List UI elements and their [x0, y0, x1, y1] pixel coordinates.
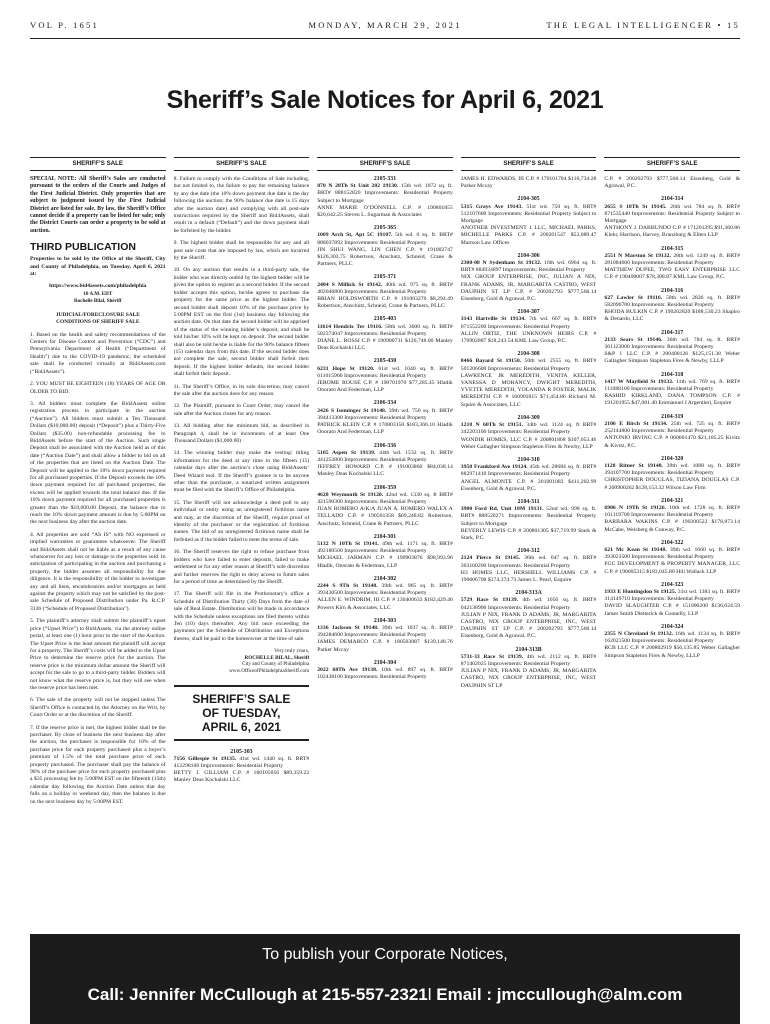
listing-item	[604, 330, 740, 366]
listing-owner: JULIAN P NIX, FRANK D ADAMS, JR, MARGARITA CASTRO, NIX GROUP ENTERPRISE, INC, WEST DAUPHIN ST LP	[460, 668, 597, 689]
column-header: SHERIFF’S SALE	[317, 157, 453, 171]
listing-number: 2104-301	[373, 533, 397, 540]
listing-item	[604, 372, 740, 408]
listing-owner: ALLIN ORTIZ, THE UNKNOWN HEIRS C.P. # 170902887 $18,243.54 KML Law Group, P.C.	[460, 330, 597, 345]
listing-address: 3900 Ford Rd, Unit 18M 19131.	[460, 506, 544, 513]
condition-4: 4. All properties are sold “AS IS” with NO expressed or implied warranties or guarantees whatsoever. The Sheriff and Bid4Assets shall not be liable as a result of any cause whatsoever for any loss or damage to the properties sold. In anticipation of participating in the auction and purchasing a property, the bidder assumes all responsibility for due diligence. It is the responsibility of the bidder to investigate any and all liens, encumbrances and/or mortgages as held against the property which may not be satisfied by the post-sale Schedule of Proposed Distribution under Pa. R.C.P. 3136 (“Schedule of Proposed Distribution”).	[30, 531, 166, 612]
third-publication-heading: THIRD PUBLICATION	[30, 241, 136, 254]
listing-number: 2104-313A	[515, 590, 542, 597]
listing-details: 34th wd. 1124 sq. ft BRT# 342203100 Improvements: Residential Property	[460, 422, 597, 436]
listing-item	[317, 443, 453, 479]
listing-item	[604, 288, 740, 324]
listing-item	[317, 358, 453, 394]
listing-address: 6906 N 19Th St 19126.	[604, 504, 667, 511]
listing-address: 1009 Arch St, Apt 5C 19107.	[317, 232, 393, 239]
listing-details: 5th wd. 0 sq. ft. BRT# 888037892 Improvements: Residential Property	[317, 232, 453, 246]
listing-address: 2106 E Birch St 19134.	[604, 420, 668, 427]
listing-address: 627 Lawler St 19116.	[604, 294, 663, 301]
listing-details: 15th wd. 1072 sq. ft. BRT# 888152820 Improvements: Residential Property Subject to Mortgage	[317, 183, 453, 204]
listing-item	[317, 316, 453, 352]
listing-number: 2106-334	[373, 400, 397, 407]
signature-city: City and County of Philadelphia	[242, 661, 310, 668]
listing-details: 44th wd. 1532 sq. ft. BRT# 441253800 Improvements: Residential Property	[317, 449, 453, 463]
listing-owner: ANGEL ALMONTE C.P. # 201001083 $411,202.99 Eisenberg, Gold & Agrawal, P.C.	[460, 478, 597, 492]
listing-item	[317, 400, 453, 436]
column-5	[604, 157, 740, 933]
listing-number: 2105-303	[230, 748, 253, 755]
listing-address: 5731-33 Race St 19139.	[460, 653, 524, 660]
condition-2: 2. YOU MUST BE EIGHTEEN (18) YEARS OF AGE OR OLDER TO BID.	[30, 381, 166, 395]
listing-item	[317, 176, 453, 219]
listing-owner: C.P. # 200202793 $777,568.14 Eisenberg, Gold & Agrawal, P.C.	[604, 176, 740, 190]
tuesday-line-1: SHERIFF’S SALE	[192, 691, 291, 706]
listing-number: 2104-305	[517, 196, 540, 203]
listing-item	[604, 246, 740, 282]
listing-address: 2133 Sears St 19146.	[604, 336, 663, 343]
listing-item	[461, 647, 597, 690]
listing-owner: JULIAN P NIX, FRANK D ADAMS, JR, MARGARITA CASTRO, NIX GROUP ENTERPRISE, INC, WEST DAUPHIN ST LP C.P. # 200202793 $777,568.14 Eisenberg, Gold & Agrawal, P.C.	[460, 611, 597, 640]
contact-separator: l	[427, 985, 432, 1004]
listing-owner: RHODA BULKIN C.P. # 190202820 $188,530.23 Shapiro & Denardo, LLC	[604, 309, 740, 323]
condition-17: 17. The Sheriff will file in the Prothonotary’s office a Schedule of Distribution Thirty (30) Days from the date of sale of Real Estate. Distribution will be made in accordance with the Schedule unless exceptions are filed thereto within Ten (10) days thereafter. Any bid once exceeding the payments per the Schedule of Distribution and Exceptions thereto, shall be paid to the homeowner at the time of sale.	[173, 591, 310, 642]
listing-item	[461, 415, 597, 451]
listing-number: 2104-314	[661, 196, 684, 203]
special-note: SPECIAL NOTE: All Sheriff’s Sales are conducted pursuant to the orders of the Courts and Judges of the First Judicial District. Only properties that are subject to judgment issued by the First Judicial District are listed for sale. By law, the Sheriff’s Office cannot decide if a property can be listed for sale; only the District Courts can order a property to be sold at auction.	[30, 176, 166, 234]
listing-item	[461, 457, 597, 493]
listing-address: 2124 Pierce St 19145.	[460, 555, 521, 562]
listing-number: 2104-317	[661, 329, 684, 336]
listing-number: 2105-331	[373, 176, 397, 182]
listing-owner: JIN SHUI WANG, LIN CHEN C.P. # 191002747 $126,303.75 Robertson, Anschutz, Schneid, Crane & Partners, PLLC	[317, 246, 453, 268]
listing-address: 1218 N 60Th St 19151.	[460, 422, 524, 429]
conditions-heading	[30, 312, 166, 326]
column-3	[317, 157, 453, 933]
listing-details: 58th wd. 3600 sq. ft. BRT# 582374047 Improvements: Residential Property	[317, 323, 453, 337]
listing-details: 49th wd. 1171 sq. ft. BRT# 492180500 Improvements: Residential Property	[317, 540, 453, 555]
listing-item	[604, 624, 740, 660]
listing-number: 2104-321	[661, 497, 684, 504]
listing-item	[461, 309, 597, 345]
listing-details: 36th wd. 647 sq. ft. BRT# 363160200 Improvements: Residential Property	[460, 555, 597, 569]
listing-owner: S&P 1 LLC C.P. # 200400126 $125,151.38 Weber Gallagher Simpson Stapleton Fires & Newby, LLLP	[604, 351, 740, 365]
listing-item	[604, 456, 740, 492]
advertising-banner	[30, 934, 740, 1024]
condition-7: 7. If the reserve price is met, the highest bidder shall be the purchaser. By close of business the next business day after the auction, the purchaser is responsible for 10% of the purchase price for each property purchased plus a buyer’s premium of 1.5% of the total purchase price of each property purchased. The purchaser shall pay the balance of 90% of the purchase price for each property purchased plus a $35 processing fee by 5:00PM EST on the fifteenth (15th) calendar day following the Auction Date unless that day falls on a holiday or weekend day, then the balance is due on the next business day by 5:00PM EST.	[30, 724, 166, 805]
listing-address: 7156 Gillespie St 19135.	[173, 755, 237, 762]
issue-date: MONDAY, MARCH 29, 2021	[308, 20, 462, 30]
listing-details: 45th wd. 28684 sq. ft. BRT# 882971410 Improvements: Residential Property	[460, 464, 597, 478]
listing-owner: ALLEN E. WINDRIM, III C.P. # 130400633 $182,429.46 Powers Kirn & Associates, LLC	[317, 597, 453, 611]
paper-name: THE LEGAL INTELLIGENCER • 15	[546, 20, 740, 30]
condition-12: 12. The Plaintiff, pursuant to Court Order, may cancel the sale after the Auction closes for any reason.	[173, 403, 310, 417]
listing-number: 2105-403	[373, 316, 397, 323]
listing-list	[317, 176, 453, 681]
listing-owner: PATRICK KLEIN C.P. # 170803150 $183,366.10 Hladik Onorato And Federman, LLP	[317, 422, 453, 436]
listing-owner: NIX GROUP ENTERPRISE, INC, JULIAN A NIX, FRANK ADAMS, JR, MARGARITA CASTRO, WEST DAUPHIN ST LP C.P. # 200202793 $777,568.14 Eisenberg, Gold & Agrawal, P.C.	[460, 274, 597, 303]
listing-details: 39th wd. 965 sq. ft. BRT# 393430500 Improvements: Residential Property	[317, 582, 453, 597]
listing-owner: BARBARA WAKINS C.P. # 190200522 $178,873.14 McCabe, Weisberg & Conway, P.C.	[604, 519, 740, 533]
listing-details: 16th wd. 6964 sq. ft. BRT# 884934897 Improvements: Residential Property	[460, 260, 597, 274]
listing-address: 1128 Ritner St 19148.	[604, 462, 663, 469]
listing-item	[317, 225, 453, 268]
listing-owner: JUAN ROMERO A/K/A JUAN A. ROMERO WALEX A TELLADO C.P. # 190501358 $69,248.82 Robertson, Anschutz, Schneid, Crane & Partners, PLLC	[317, 506, 453, 527]
contact-email[interactable]: Email : jmccullough@alm.com	[431, 985, 683, 1004]
listing-list	[461, 176, 597, 690]
condition-5: 5. The plaintiff’s attorney shall submit the plaintiff’s upset price (“Upset Price”) to Bid4Assets, via the attorney online portal, at least one (1) hour prior to the start of the Auction. The Upset Price is the least amount the plaintiff will accept for a property. The Sheriff’s costs will be added to the Upset Price to determine the reserve price for the auction. The reserve price is the minimum dollar amount the Sheriff will accept for the sale to go to a third-party bidder. Bidders will not know what the reserve price is, but they will see when the reserve price has been met.	[30, 618, 166, 691]
listing-details: 50th wd. 2555 sq. ft. BRT# 501206600 Improvements: Residential Property	[460, 358, 597, 372]
listing-number: 2104-310	[517, 456, 540, 463]
listing-item	[174, 749, 310, 785]
banner-contact	[30, 985, 740, 1005]
listing-number: 2104-315	[661, 245, 684, 252]
condition-1: 1. Based on the health and safety recommendations of the Centers for Disease Control and Prevention (“CDC”) and Pennsylvania Department of Health (“Department of Health”) due to the COVID-19 pandemic, the scheduled sale shall be conducted virtually at Bid4Assets.com (“Bid4Assets”).	[30, 331, 166, 375]
signature-block	[174, 648, 310, 674]
listing-address: 11614 Hendrix Ter 19116.	[317, 323, 383, 330]
listing-item	[317, 618, 453, 654]
listing-address: 3143 Hartville St 19134.	[460, 316, 526, 323]
listing-address: 1417 W Mayfield St 19132.	[604, 378, 674, 385]
column-4	[461, 157, 597, 933]
listing-details: 16th wd. 1134 sq. ft. BRT# 162021500 Improvements: Residential Property	[604, 630, 740, 645]
listing-owner: MATTHEW DUPEE, TWO EASY ENTERPRISE LLC C.P. # 190400007 $78,308.87 KML Law Group, P.C.	[604, 267, 740, 281]
column-header: SHERIFF’S SALE	[604, 157, 740, 171]
listing-number: 2104-311	[517, 498, 540, 505]
listing-item	[604, 176, 740, 190]
tuesday-line-2: OF TUESDAY,	[202, 705, 281, 720]
listing-owner: H3 HOMES LLC, HERSHELL WILLIAMS C.P. # 190606708 $174,374.73 James L. Pearl, Esquire	[460, 569, 597, 583]
listing-item	[461, 351, 597, 409]
listing-details: 61st wd. 1040 sq. ft. BRT# 611015900 Improvements: Residential Property	[317, 365, 453, 379]
column-header: SHERIFF’S SALE	[30, 157, 166, 171]
conditions-title-1: JUDICIAL/FORECLOSURE SALE	[55, 312, 140, 319]
listing-owner: RCB LLC C.P. # 200802919 $56,135.85 Weber Gallagher Simpson Stapleton Fires & Newby, LLLP	[604, 645, 740, 659]
listing-number: 2104-307	[517, 309, 540, 316]
condition-13: 13. All bidding after the minimum bid, as described in Paragraph 4, shall be in increments of at least One Thousand Dollars ($1,000.00)	[173, 423, 310, 444]
listing-number: 2104-303	[373, 617, 397, 624]
listing-owner: JEFFREY HOWARD C.P. # 191003860 $84,038.14 Manley Deas Kochalski LLC	[317, 464, 453, 478]
listing-number: 2104-319	[661, 413, 684, 420]
listing-address: 2426 S Iseminger St 19148.	[317, 407, 387, 414]
listing-item	[604, 196, 740, 239]
listing-details: 52nd wd. 998 sq. ft. BRT# 888520271 Improvements: Residential Property Subject to Mortgage	[460, 506, 597, 527]
listing-details: 39th wd. 1660 sq. ft. BRT# 393023500 Improvements: Residential Property	[604, 546, 740, 561]
condition-9: 9. The highest bidder shall be responsible for any and all post sale costs that are imposed by law, which are incurred by the Sheriff.	[173, 240, 310, 262]
listing-item	[461, 499, 597, 542]
listing-details: 26th wd. 784 sq. ft. BRT# 871535440 Improvements: Residential Property Subject to Mortgage	[604, 203, 740, 225]
listing-owner: BEVERLY LEWIS C.P. # 200801305 $37,719.99 Stark & Stark, P.C.	[460, 527, 597, 541]
listing-details: 28th wd. 1249 sq. ft. BRT# 281084600 Improvements: Residential Property	[604, 252, 740, 267]
listing-address: 3950 Frankford Ave 19124.	[460, 464, 528, 471]
condition-15: 15. The Sheriff will not acknowledge a deed poll to any individual or entity using an unregistered fictitious name and may, at the discretion of the Sheriff, require proof of identity of the purchaser or the registration of fictitious names. The bid of an unregistered fictitious name shall be forfeited as if the bidder failed to meet the terms of sale.	[173, 499, 310, 543]
column-1	[30, 157, 166, 933]
listing-address: 8466 Bayard St 19150.	[460, 358, 522, 365]
listing-details: 39th wd. 1037 sq. ft. BRT# 394284600 Improvements: Residential Property	[317, 624, 453, 639]
listing-owner: ANOTHER INVESTMENT 1 LLC, MICHAEL PARKS, MICHELLE PARKS C.P. # 200201547 $53,089.47 Martson Law Offices	[460, 225, 597, 246]
listing-number: 2106-359	[373, 484, 397, 491]
listing-number: 2105-430	[373, 358, 397, 365]
listing-details: 36th wd. 784 sq. ft. BRT# 361123000 Improvements: Residential Property	[604, 336, 740, 351]
listing-address: 5729 Race St 19139.	[460, 597, 519, 604]
listing-details: 25th wd. 725 sq. ft. BRT# 252144800 Improvements: Residential Property	[604, 420, 740, 435]
listing-details: 11th wd. 769 sq. ft. BRT# 111088100 Improvements: Residential Property	[604, 378, 740, 393]
listing-number: 2104-322	[661, 539, 684, 546]
listing-number: 2104-302	[373, 575, 397, 582]
listing-item	[461, 176, 597, 190]
listing-address: 5105 Aspen St 19139.	[317, 449, 376, 456]
sale-location-text: Properties to be sold by the Office of the Sheriff, City and County of Philadelphia, on Tuesday, April 6, 2021 at:	[30, 256, 166, 278]
listing-address: 2404 S Millick St 19142.	[317, 281, 383, 288]
listing-owner: WONDIR HOMES, LLC C.P. # 200801868 $107,053.46 Weber Gallagher Simpson Stapleton Fires & Newby, LLP	[460, 436, 597, 450]
listing-owner: LAWRENCE JR MEREDITH, VENITA KELLER, VANESSA D MORANCY, DWIGHT MEREDITH, YVETTE MEREDITH, YOLANDA R FOSTER, MALIK MEREDITH C.P. # 160901815 $71,454.86 Richard M. Squire & Associates, LLC	[460, 372, 597, 408]
listing-number: 2105-365	[373, 225, 397, 232]
condition-16: 16. The Sheriff reserves the right to refuse purchase from bidders who have failed to enter deposits, failed to make settlement or for any other reason at Sheriff’s sole discretion and further reserves the right to deny access to future sales for a period of time as determined by the Sheriff.	[173, 549, 310, 585]
listing-address: 6231 Hope St 19120.	[317, 365, 375, 372]
tuesday-sale-heading	[174, 685, 310, 741]
listing-number: 2104-313B	[515, 646, 542, 653]
listing-number: 2105-371	[373, 274, 397, 281]
listing-owner: ANTHONY J. DABBUNDO C.P. # 171201295 $91,360.86 Klehr, Harrison, Harvey, Branzburg & Ellers LLP	[604, 225, 740, 239]
listing-details: 39th wd. 750 sq. ft. BRT# 394413300 Improvements: Residential Property	[317, 407, 453, 421]
listing-number: 2104-308	[517, 351, 540, 358]
sale-time: 10 A.M. EDT	[83, 291, 113, 298]
listing-details: 4th wd. 2112 sq. ft. BRT# 871402025 Improvements: Residential Property	[460, 653, 597, 667]
listing-address: 2355 N Cleveland St 19132.	[604, 630, 674, 637]
signature-name: ROCHELLE BILAL, Sheriff	[244, 654, 310, 661]
listing-list	[604, 176, 740, 660]
listing-details: 10th wd. 897 sq. ft. BRT# 102438100 Improvements: Residential Property	[317, 666, 453, 681]
listing-address: 621 Mc Kean St 19148.	[604, 546, 667, 553]
listing-item	[461, 196, 597, 246]
tuesday-line-3: APRIL 6, 2021	[201, 719, 281, 734]
listing-owner: DAVID SLAUGHTER C.P. # 151000200 $136,024.59 James Smith Dietterick & Connelly, LLP	[604, 603, 740, 617]
listing-owner: ANTONIO IRVING C.P. # 060601470 $21,185.25 Kivitz & Kivitz, P.C.	[604, 435, 740, 449]
listing-address: 5132 N 10Th St 19141.	[317, 540, 379, 547]
listing-item	[604, 540, 740, 576]
listing-owner: JAMES H. EDWARDS, III C.P. # 170101704 $110,734.28 Parker Mccay	[460, 176, 597, 190]
notice-columns	[30, 157, 740, 933]
listing-item	[461, 590, 597, 640]
listing-owner: JAMES DEMARCO C.P. # 180503087 $139,148.76 Parker Mccay	[317, 639, 453, 653]
listing-item	[317, 576, 453, 612]
listing-item	[317, 660, 453, 682]
listing-details: 4th wd. 1056 sq. ft. BRT# 042138900 Improvements: Residential Property	[460, 597, 597, 611]
listing-number: 2104-306	[517, 252, 540, 259]
column-header: SHERIFF’S SALE	[461, 157, 597, 171]
listing-owner: BRIAN HOLDSWORTH C.P. # 191003270 $8,294.49 Robertson, Anschutz, Schneid, Crane & Partners, PLLC	[317, 296, 453, 310]
listing-address: 1336 Jackson St 19148.	[317, 624, 379, 631]
listing-item	[317, 534, 453, 570]
condition-6: 6. The sale of the property will not be stopped unless The Sheriff’s Office is contacted by the Attorney on the Writ, by Court Order or at the discretion of the Sheriff.	[30, 697, 166, 719]
sheriff-name: Rochelle Bilal, Sheriff	[73, 298, 122, 305]
listing-details: 39th wd. 1088 sq. ft. BRT# 394107700 Improvements: Residential Property	[604, 462, 740, 477]
listing-item	[317, 485, 453, 528]
sheriff-website-link[interactable]: www.OfficeofPhiladelphiaSheriff.com	[229, 667, 310, 674]
listing-number: 2104-312	[517, 548, 540, 555]
listing-owner: DIANE L. ROSSI C.P. # 190900731 $120,748.00 Manley Deas Kochalski LLC	[317, 338, 453, 352]
listing-owner: MICHAEL JARMAN C.P. # 190903876 $98,993.96 Hladik, Onorato & Federman, LLP	[317, 555, 453, 569]
column-2	[174, 157, 310, 933]
listing-address: 4628 Weymouth St 19120.	[317, 491, 384, 498]
listing-item	[461, 253, 597, 303]
conditions-title-2: CONDITIONS OF SHERIFF SALE	[56, 318, 140, 325]
listing-number: 2104-304	[373, 659, 397, 666]
listing-number: 2104-318	[661, 371, 684, 378]
listing-details: 31st wd. 1383 sq. ft. BRT# 314149710 Improvements: Residential Property	[604, 588, 740, 603]
listing-number: 2104-320	[661, 455, 684, 462]
listing-item	[604, 582, 740, 618]
listing-details: 40th wd. 975 sq. ft. BRT# 402046800 Improvements: Residential Property	[317, 281, 453, 295]
column-header: SHERIFF’S SALE	[174, 157, 310, 171]
listing-number: 2104-316	[661, 287, 684, 294]
listing-item	[604, 498, 740, 534]
condition-3: 3. All bidders must complete the Bid4Assets online registration process to participate in the auction (“Auction”). All bidders must submit a Ten Thousand Dollars ($10,000.00) deposit (“Deposit”) plus a Thirty-Five Dollars ($35.00) non-refundable processing fee to Bid4Assets before the start of the Auction. Such single Deposit shall be associated with the Auction held as of this date (“Auction Date”) and shall allow a bidder to bid on all of the properties that are listed on the Auction Date. The Deposit will be applied to the 10% down payment required for all purchased properties. If the Deposit exceeds the 10% down payment required for all purchased properties, the excess will be applied towards the total balance due. If the 10% down payment required for all purchased properties is greater than the $10,000.00 Deposit, the balance due to reach the 10% down payment amount is due by 5:00PM on the next business day after the auction date.	[30, 400, 166, 526]
bid4assets-link[interactable]: https://www.bid4assets.com/philadelphia	[49, 283, 147, 290]
listing-item	[604, 414, 740, 450]
listing-details: 42nd wd. 1330 sq. ft BRT# 421590300 Improvements: Residential Property	[317, 491, 453, 505]
listing-owner: CHRISTOPHER DOUGLAS, TIZIANA DOUGLAS C.P. # 200900262 $128,153.32 Wilson Law Firm	[604, 477, 740, 491]
listing-number: 2106-336	[373, 442, 397, 449]
listing-address: 2551 N Marston St 19132.	[604, 252, 671, 259]
listing-address: 5315 Grays Ave 19143.	[460, 203, 523, 210]
listing-address: 1933 E Huntingdon St 19125.	[604, 588, 677, 595]
contact-phone: Call: Jennifer McCullough at 215-557-2321	[87, 985, 428, 1004]
listing-address: 2655 S 18Th St 19145.	[604, 203, 667, 210]
listing-address: 870 N 28Th St Unit 202 19130.	[317, 183, 399, 190]
listing-address: 2022 68Th Ave 19138.	[317, 666, 378, 673]
banner-headline: To publish your Corporate Notices,	[262, 946, 508, 963]
listing-details: 10th wd. 1728 sq. ft. BRT# 101119700 Improvements: Residential Property	[604, 504, 740, 519]
listing-number: 2104-324	[661, 623, 684, 630]
listing-owner: RASHID KIRKLAND, DANA TOMPSON C.P. # 191201955 $47,081.40 Emmanuel J Argentieri, Esquire	[604, 393, 740, 407]
listing-owner: JEROME ROUSE C.P. # 190701970 $77,285.45 Hladik Onorato And Federman, LLP	[317, 380, 453, 394]
masthead	[30, 18, 740, 39]
listing-owner: FGC DEVELOPMENT & PROPERTY MANAGER, LLC C.P. # 190605315 $183,045.80 Hill Wallack LLP	[604, 561, 740, 575]
listing-owner: BETTY J. GILLIAM C.P. # 180105056 $89,359.22 Manley Deas Kochalski LLC	[173, 770, 310, 784]
condition-11: 11. The Sheriff’s Office, in its sole discretion, may cancel the sale after the auction does for any reason.	[173, 383, 310, 397]
listing-item	[461, 548, 597, 584]
page-headline: Sheriff’s Sale Notices for April 6, 2021	[166, 86, 604, 114]
listing-address: 2244 S 9Th St 19148.	[317, 582, 378, 589]
listing-number: 2104-309	[517, 414, 540, 421]
listing-owner: ANNE MARIE O’DONNELL C.P. # 190801855 $20,642.25 Steven L. Sugarman & Associates	[317, 204, 453, 219]
condition-10: 10. On any auction that results in a third-party sale, the bidder who was directly outbid by the highest bidder will be given the option to register as a second bidder. If the second bidder accepts this option, he/she agrees to purchase the property for the same price as the highest bidder. The second bidder shall deposit 10% of the purchase price by 5:00PM EST on the first (1st) business day following the auction date. On that date the second bidder will be apprised of the status of the winning bidder’s deposit, and shall be told his/her 10% will be kept on deposit. The second bidder shall also be told he/she is liable for the 90% balance fifteen (15) calendar days from this date. If the second bidder does not complete the sale, second bidder shall forfeit their deposit. If the highest bidder defaults, the second bidder shall forfeit their deposit.	[173, 267, 310, 378]
listing-details: 41st wd. 1440 sq. ft. BRT# 412298100 Improvements: Residential Property	[173, 755, 310, 769]
listing-details: 7th wd. 667 sq. ft. BRT# 071552200 Improvements: Residential Property	[460, 316, 597, 330]
condition-8: 8. Failure to comply with the Conditions of Sale including, but not limited to, the failure to pay the remaining balance by any due date (the 10% down payment due date is the day following the auction; the 90% balance due date is 15 days after the auction date) and complying with all post-sale instructions required by the Sheriff and Bid4Assets, shall result in a default (“Default”) and the down payment shall be forfeited by the bidder.	[173, 176, 310, 234]
listing-item	[317, 274, 453, 310]
condition-14: 14. The winning bidder may make the vesting/ titling information for the deed at any time in the fifteen (15) calendar days after the auction’s close using Bid4Assets’ Deed Wizard tool. If the Sheriff’s grantee is to be anyone other than the purchaser, a notarized written assignment must be filed with the Sheriff’s Office of Philadelphia.	[173, 450, 310, 494]
volume-label: VOL P. 1651	[30, 20, 100, 30]
listing-details: 58th wd. 2826 sq. ft. BRT# 582096700 Improvements: Residential Property	[604, 294, 740, 309]
listing-address: 2300-08 N Sydenham St 19132.	[460, 260, 542, 267]
listing-details: 51st wd. 750 sq. ft. BRT# 512107600 Improvements: Residential Property Subject to Mortgage	[460, 203, 597, 225]
signature-closing: Very truly yours,	[274, 648, 310, 655]
listing-number: 2104-323	[661, 581, 684, 588]
